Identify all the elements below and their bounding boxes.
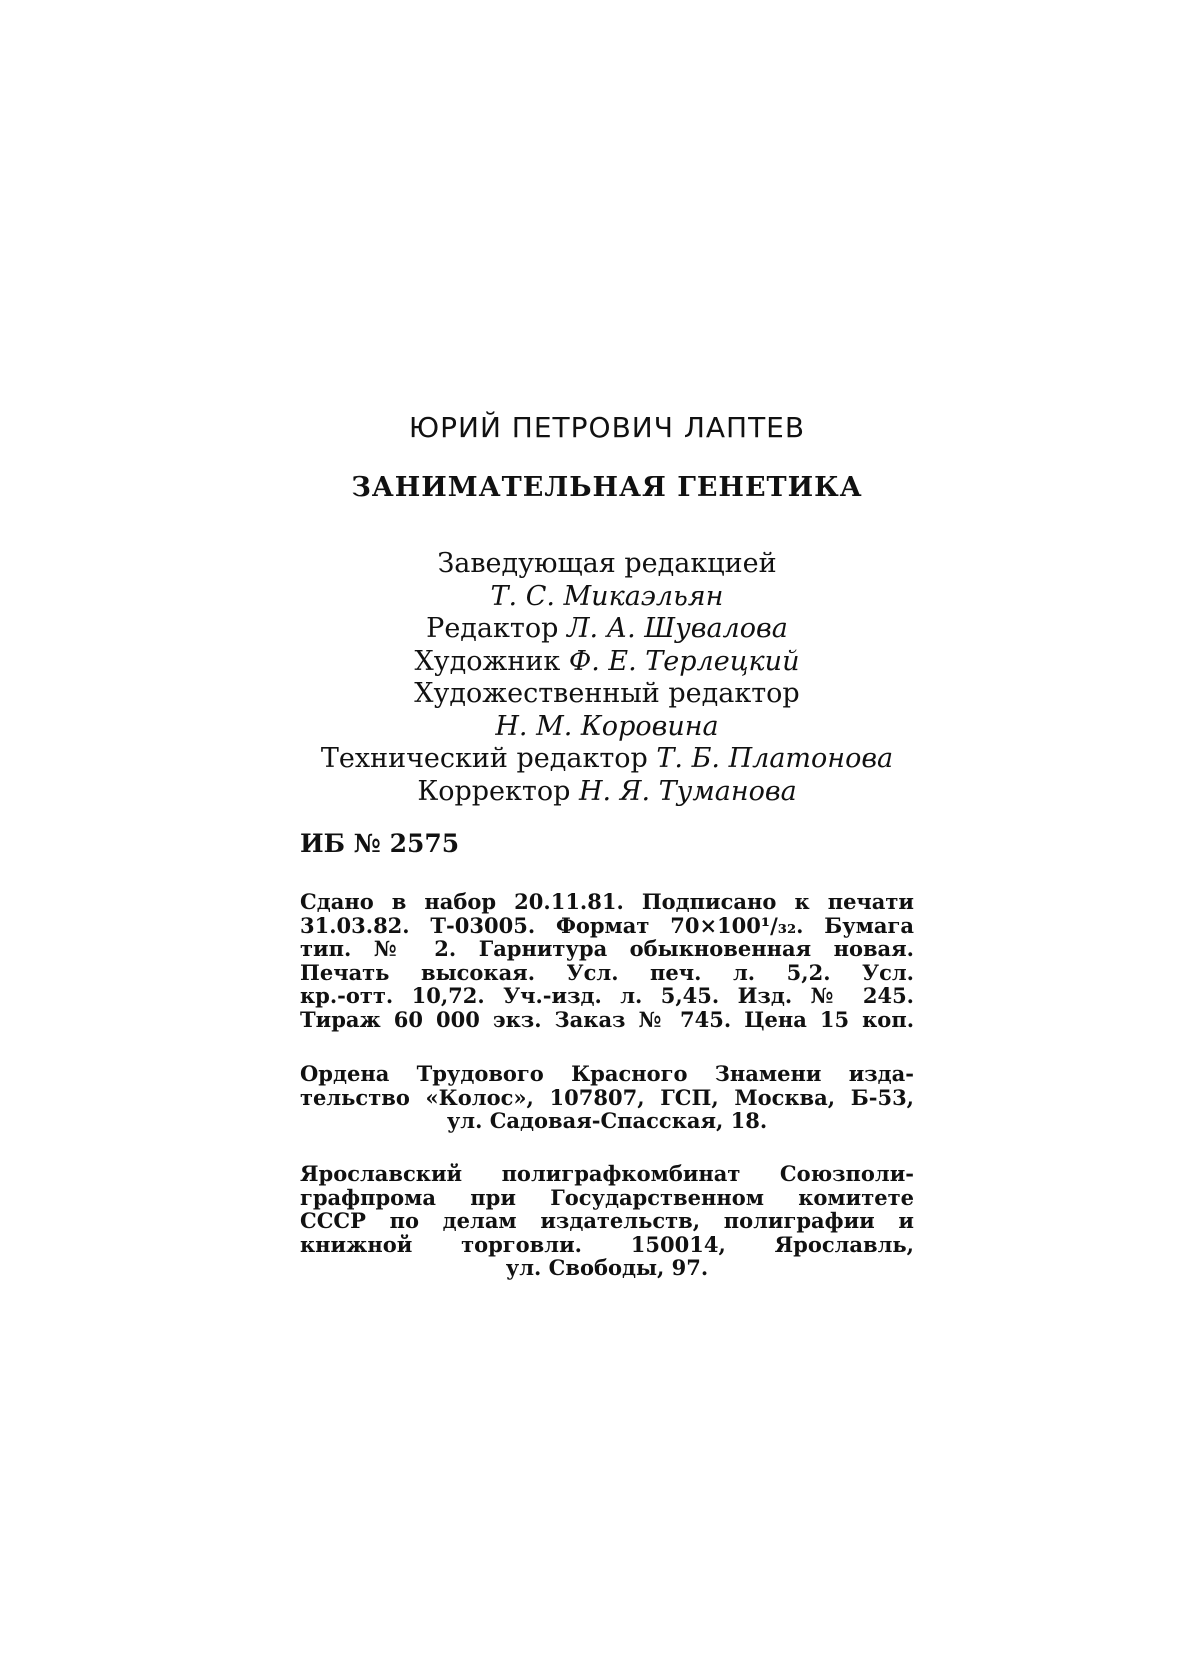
editor-name: Л. А. Шувалова	[566, 613, 788, 644]
publisher-line: тельство «Колос», 107807, ГСП, Москва, Б-53,	[300, 1084, 914, 1110]
spec-line: Тираж 60 000 экз. Заказ № 745. Цена 15 коп.	[300, 1006, 914, 1032]
spec-line: кр.-отт. 10,72. Уч.-изд. л. 5,45. Изд. № 245.	[300, 983, 914, 1008]
staff-line-art-editor-label	[300, 678, 914, 711]
spec-line: Печать высокая. Усл. печ. л. 5,2. Усл.	[300, 959, 914, 985]
tech-editor-name: Т. Б. Платонова	[656, 743, 894, 774]
print-specs	[300, 890, 914, 1031]
staff-line-head-name	[300, 581, 914, 614]
author-name: ЮРИЙ ПЕТРОВИЧ ЛАПТЕВ	[408, 411, 806, 444]
printer-address: ул. Свободы, 97.	[505, 1255, 709, 1280]
editor-label: Редактор	[426, 613, 559, 644]
printer-line: СССР по делам издательств, полиграфии и	[300, 1208, 914, 1233]
tech-editor-label: Технический редактор	[320, 743, 648, 774]
art-editor-name: Н. М. Коровина	[495, 710, 719, 742]
printer-line: графпрома при Государственном комитете	[300, 1184, 914, 1210]
staff-line-corrector	[300, 776, 914, 809]
staff-line-artist	[300, 646, 914, 679]
publisher-line: Ордена Трудового Красного Знамени изда-	[300, 1061, 914, 1086]
book-title: ЗАНИМАТЕЛЬНАЯ ГЕНЕТИКА	[351, 472, 863, 503]
spec-line: 31.03.82. Т-03005. Формат 70×100¹/₃₂. Бумага	[300, 912, 914, 938]
printer-info	[300, 1162, 914, 1280]
spec-line: Сдано в набор 20.11.81. Подписано к печати	[300, 889, 914, 914]
art-editor-label: Художественный редактор	[414, 678, 800, 709]
staff-line-head-label	[300, 548, 914, 581]
staff-line-editor	[300, 613, 914, 646]
editorial-staff	[300, 548, 914, 808]
head-of-editorial-label: Заведующая редакцией	[437, 548, 777, 579]
printer-line: Ярославский полиграфкомбинат Союзполи-	[300, 1161, 914, 1186]
printer-line: книжной торговли. 150014, Ярославль,	[300, 1231, 914, 1257]
publisher-info	[300, 1062, 914, 1133]
artist-name: Ф. Е. Терлецкий	[568, 645, 800, 677]
corrector-name: Н. Я. Туманова	[578, 775, 797, 807]
staff-line-art-editor-name	[300, 711, 914, 744]
spec-line: тип. № 2. Гарнитура обыкновенная новая.	[300, 936, 914, 961]
corrector-label: Корректор	[417, 775, 571, 807]
ib-number: ИБ № 2575	[300, 829, 460, 858]
publisher-address: ул. Садовая-Спасская, 18.	[446, 1108, 768, 1133]
staff-line-tech-editor	[300, 743, 914, 776]
head-of-editorial-name: Т. С. Микаэльян	[490, 580, 724, 612]
artist-label: Художник	[414, 645, 561, 677]
